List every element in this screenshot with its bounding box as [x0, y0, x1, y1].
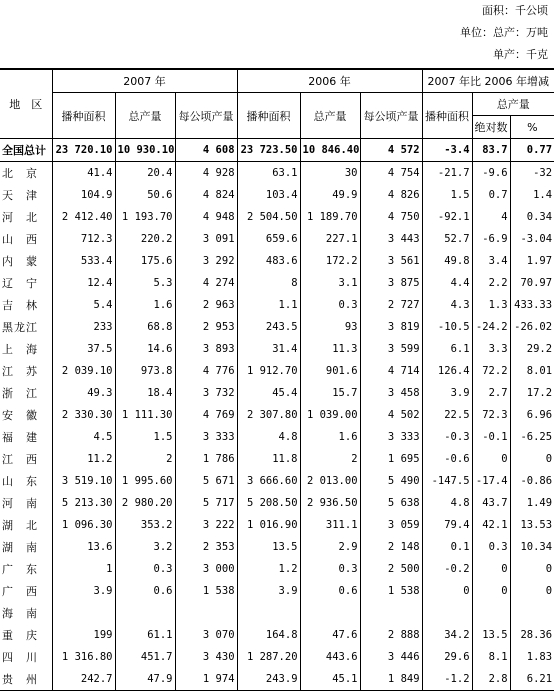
area-2007: 2 330.30	[52, 404, 115, 426]
production-2007: 1.6	[115, 294, 175, 316]
production-change-percent: 1.97	[510, 250, 554, 272]
area-change: 0	[422, 580, 472, 602]
table-row	[0, 382, 554, 404]
production-2007: 50.6	[115, 184, 175, 206]
yield-2006: 3 443	[360, 228, 422, 250]
yield-2007: 3 893	[175, 338, 237, 360]
production-2006: 2.9	[300, 536, 360, 558]
area-2006: 2 504.50	[237, 206, 300, 228]
year-2007-header: 2007 年	[52, 69, 237, 93]
area-change: 22.5	[422, 404, 472, 426]
production-2007: 2	[115, 448, 175, 470]
production-change-percent: 13.53	[510, 514, 554, 536]
region-name: 山 东	[2, 475, 38, 488]
region-name: 山 西	[2, 233, 38, 246]
production-2006: 1.6	[300, 426, 360, 448]
production-unit-label: 单位：总产：万吨	[460, 26, 548, 39]
production-2006: 1 189.70	[300, 206, 360, 228]
area-change: 3.9	[422, 382, 472, 404]
area-change	[422, 602, 472, 624]
yield-2006: 3 599	[360, 338, 422, 360]
area-change: -10.5	[422, 316, 472, 338]
yield-2006: 4 502	[360, 404, 422, 426]
table-row	[0, 602, 554, 624]
production-change-absolute: 3.4	[472, 250, 510, 272]
yield-2006-header: 每公顷产量	[360, 93, 422, 139]
area-change: 126.4	[422, 360, 472, 382]
yield-unit-label: 单产：千克	[493, 48, 548, 61]
table-row	[0, 250, 554, 272]
area-2007: 4.5	[52, 426, 115, 448]
yield-2007: 2 953	[175, 316, 237, 338]
production-2007: 5.3	[115, 272, 175, 294]
production-change-percent: 8.01	[510, 360, 554, 382]
area-2006: 1 912.70	[237, 360, 300, 382]
production-change-absolute: 0.7	[472, 184, 510, 206]
production-change-absolute	[472, 602, 510, 624]
area-change: 49.8	[422, 250, 472, 272]
area-2007: 199	[52, 624, 115, 646]
region-name: 安 徽	[2, 409, 38, 422]
area-2006	[237, 602, 300, 624]
production-2006: 30	[300, 162, 360, 185]
production-2006: 0.6	[300, 580, 360, 602]
area-2006: 243.5	[237, 316, 300, 338]
comparison-header: 2007 年比 2006 年增减	[422, 69, 554, 93]
production-change-absolute: -17.4	[472, 470, 510, 492]
area-2007: 13.6	[52, 536, 115, 558]
production-change-absolute: 3.3	[472, 338, 510, 360]
area-2006: 2 307.80	[237, 404, 300, 426]
yield-2007: 3 333	[175, 426, 237, 448]
area-2007: 37.5	[52, 338, 115, 360]
yield-2007: 5 671	[175, 470, 237, 492]
production-change-absolute: 13.5	[472, 624, 510, 646]
yield-2006: 2 500	[360, 558, 422, 580]
production-change-percent: 17.2	[510, 382, 554, 404]
yield-2007: 5 717	[175, 492, 237, 514]
production-2007: 175.6	[115, 250, 175, 272]
production-2006: 45.1	[300, 668, 360, 691]
production-2006: 10 846.40	[300, 139, 360, 162]
production-change-percent	[510, 602, 554, 624]
yield-2006: 4 754	[360, 162, 422, 185]
production-2006: 2	[300, 448, 360, 470]
region-name: 吉 林	[2, 299, 38, 312]
table-row	[0, 162, 554, 185]
production-2006: 11.3	[300, 338, 360, 360]
percent-change-header: %	[510, 116, 554, 139]
table-row	[0, 470, 554, 492]
production-change-percent: 70.97	[510, 272, 554, 294]
production-2006: 227.1	[300, 228, 360, 250]
production-2007: 0.6	[115, 580, 175, 602]
area-2006: 11.8	[237, 448, 300, 470]
region-name: 贵 州	[0, 668, 52, 691]
table-row	[0, 426, 554, 448]
area-2006: 1.2	[237, 558, 300, 580]
production-2007: 20.4	[115, 162, 175, 185]
production-2007: 0.3	[115, 558, 175, 580]
yield-2007: 3 732	[175, 382, 237, 404]
production-2007: 1 193.70	[115, 206, 175, 228]
yield-2006: 5 638	[360, 492, 422, 514]
yield-2007: 4 769	[175, 404, 237, 426]
production-change-absolute: 8.1	[472, 646, 510, 668]
table-row	[0, 228, 554, 250]
table-row	[0, 492, 554, 514]
yield-2006: 2 888	[360, 624, 422, 646]
yield-2007: 1 786	[175, 448, 237, 470]
yield-2006: 2 148	[360, 536, 422, 558]
production-change-percent: -3.04	[510, 228, 554, 250]
area-change: 4.4	[422, 272, 472, 294]
area-2006: 8	[237, 272, 300, 294]
area-2007: 12.4	[52, 272, 115, 294]
yield-2007: 3 430	[175, 646, 237, 668]
yield-2007: 4 274	[175, 272, 237, 294]
production-2006: 93	[300, 316, 360, 338]
yield-2006: 5 490	[360, 470, 422, 492]
area-change-header: 播种面积	[422, 93, 472, 139]
area-change: 34.2	[422, 624, 472, 646]
production-change-absolute: 72.3	[472, 404, 510, 426]
region-name: 内 蒙	[2, 255, 38, 268]
yield-2006: 4 572	[360, 139, 422, 162]
area-2006: 483.6	[237, 250, 300, 272]
area-change: -3.4	[422, 139, 472, 162]
area-2006: 243.9	[237, 668, 300, 691]
yield-2007: 3 000	[175, 558, 237, 580]
area-2007: 23 720.10	[52, 139, 115, 162]
production-2007: 61.1	[115, 624, 175, 646]
area-unit-label: 面积：千公顷	[482, 4, 548, 17]
production-2006: 47.6	[300, 624, 360, 646]
units-block	[460, 0, 548, 66]
area-change: 0.1	[422, 536, 472, 558]
production-change-percent: 1.4	[510, 184, 554, 206]
area-2006: 1.1	[237, 294, 300, 316]
area-2006-header: 播种面积	[237, 93, 300, 139]
production-2006: 172.2	[300, 250, 360, 272]
production-change-percent: 28.36	[510, 624, 554, 646]
production-2007: 220.2	[115, 228, 175, 250]
production-change-percent: -0.86	[510, 470, 554, 492]
area-change: 79.4	[422, 514, 472, 536]
production-2007: 973.8	[115, 360, 175, 382]
yield-2007: 3 292	[175, 250, 237, 272]
region-name: 河 南	[2, 497, 38, 510]
yield-2006: 2 727	[360, 294, 422, 316]
yield-2006	[360, 602, 422, 624]
area-change: -147.5	[422, 470, 472, 492]
area-2006: 1 016.90	[237, 514, 300, 536]
yield-2006: 1 695	[360, 448, 422, 470]
production-2007: 1 111.30	[115, 404, 175, 426]
production-2006: 15.7	[300, 382, 360, 404]
production-change-percent: 1.49	[510, 492, 554, 514]
yield-2007: 2 353	[175, 536, 237, 558]
production-2006-header: 总产量	[300, 93, 360, 139]
table-row	[0, 360, 554, 382]
yield-2006: 1 538	[360, 580, 422, 602]
yield-2006: 1 849	[360, 668, 422, 691]
area-2006: 4.8	[237, 426, 300, 448]
area-change: -0.6	[422, 448, 472, 470]
production-change-percent: 0	[510, 448, 554, 470]
yield-2006: 3 819	[360, 316, 422, 338]
production-change-percent: 0	[510, 558, 554, 580]
production-change-absolute: 0	[472, 580, 510, 602]
table-row	[0, 448, 554, 470]
production-2006: 2 936.50	[300, 492, 360, 514]
production-change-absolute: 43.7	[472, 492, 510, 514]
table-row	[0, 184, 554, 206]
production-change-absolute: -6.9	[472, 228, 510, 250]
production-change-percent: 6.21	[510, 668, 554, 691]
production-change-absolute: 42.1	[472, 514, 510, 536]
area-2006: 63.1	[237, 162, 300, 185]
year-2006-header: 2006 年	[237, 69, 422, 93]
table-row	[0, 668, 554, 691]
table-row	[0, 206, 554, 228]
region-name: 辽 宁	[2, 277, 38, 290]
area-2007: 11.2	[52, 448, 115, 470]
region-name: 广 西	[2, 585, 38, 598]
production-2007: 68.8	[115, 316, 175, 338]
region-name: 北 京	[2, 167, 38, 180]
area-2007: 242.7	[52, 668, 115, 691]
production-change-absolute: 0	[472, 558, 510, 580]
production-change-percent: -26.02	[510, 316, 554, 338]
area-change: -21.7	[422, 162, 472, 185]
region-header: 地 区	[0, 69, 52, 139]
production-2006: 443.6	[300, 646, 360, 668]
yield-2007: 3 222	[175, 514, 237, 536]
area-2007: 1 096.30	[52, 514, 115, 536]
area-2007: 41.4	[52, 162, 115, 185]
yield-2007: 4 776	[175, 360, 237, 382]
region-name: 上 海	[2, 343, 38, 356]
area-2007: 2 412.40	[52, 206, 115, 228]
yield-2007	[175, 602, 237, 624]
production-change-percent: -6.25	[510, 426, 554, 448]
production-change-percent: 6.96	[510, 404, 554, 426]
area-change: 52.7	[422, 228, 472, 250]
production-2007: 14.6	[115, 338, 175, 360]
production-change-absolute: 2.2	[472, 272, 510, 294]
production-change-percent: 0.34	[510, 206, 554, 228]
area-2007: 49.3	[52, 382, 115, 404]
table-row	[0, 646, 554, 668]
production-change-absolute: -9.6	[472, 162, 510, 185]
production-change-absolute: 0	[472, 448, 510, 470]
production-2006: 311.1	[300, 514, 360, 536]
production-2007: 47.9	[115, 668, 175, 691]
yield-2006: 3 059	[360, 514, 422, 536]
production-change-absolute: 4	[472, 206, 510, 228]
region-name: 天 津	[2, 189, 38, 202]
area-2007: 3 519.10	[52, 470, 115, 492]
region-name: 浙 江	[2, 387, 38, 400]
table-row	[0, 580, 554, 602]
yield-2007: 2 963	[175, 294, 237, 316]
region-name: 黑龙江	[2, 321, 38, 334]
area-2007: 2 039.10	[52, 360, 115, 382]
production-2006	[300, 602, 360, 624]
region-name: 广 东	[2, 563, 38, 576]
area-change: -0.3	[422, 426, 472, 448]
production-2007: 3.2	[115, 536, 175, 558]
production-2007: 451.7	[115, 646, 175, 668]
yield-2007: 4 608	[175, 139, 237, 162]
region-name: 湖 南	[2, 541, 38, 554]
production-change-percent: 0.77	[510, 139, 554, 162]
production-change-absolute: 72.2	[472, 360, 510, 382]
region-name: 湖 北	[2, 519, 38, 532]
area-change: 6.1	[422, 338, 472, 360]
table-row	[0, 624, 554, 646]
yield-2006: 3 458	[360, 382, 422, 404]
yield-2006: 4 714	[360, 360, 422, 382]
table-row	[0, 272, 554, 294]
production-2006: 3.1	[300, 272, 360, 294]
area-2006: 164.8	[237, 624, 300, 646]
yield-2006: 3 446	[360, 646, 422, 668]
area-2006: 13.5	[237, 536, 300, 558]
region-name: 四 川	[2, 651, 38, 664]
production-change-absolute: 83.7	[472, 139, 510, 162]
area-2006: 659.6	[237, 228, 300, 250]
yield-2006: 3 333	[360, 426, 422, 448]
production-2006: 2 013.00	[300, 470, 360, 492]
production-change-percent: 29.2	[510, 338, 554, 360]
yield-2007: 4 824	[175, 184, 237, 206]
area-2006: 45.4	[237, 382, 300, 404]
production-2007: 1.5	[115, 426, 175, 448]
production-2007: 18.4	[115, 382, 175, 404]
production-change-absolute: 2.8	[472, 668, 510, 691]
area-2007: 3.9	[52, 580, 115, 602]
yield-2007: 3 070	[175, 624, 237, 646]
area-2006: 23 723.50	[237, 139, 300, 162]
production-change-absolute: -0.1	[472, 426, 510, 448]
area-2006: 103.4	[237, 184, 300, 206]
production-change-percent: 433.33	[510, 294, 554, 316]
area-2006: 5 208.50	[237, 492, 300, 514]
area-2007-header: 播种面积	[52, 93, 115, 139]
area-2007: 1	[52, 558, 115, 580]
production-2007	[115, 602, 175, 624]
area-2007	[52, 602, 115, 624]
production-change-absolute: 1.3	[472, 294, 510, 316]
area-change: -1.2	[422, 668, 472, 691]
table-row	[0, 316, 554, 338]
yield-2007: 4 948	[175, 206, 237, 228]
production-change-percent: -32	[510, 162, 554, 185]
area-change: 1.5	[422, 184, 472, 206]
absolute-change-header: 绝对数	[472, 116, 510, 139]
production-change-percent: 0	[510, 580, 554, 602]
area-change: -0.2	[422, 558, 472, 580]
yield-2006: 4 826	[360, 184, 422, 206]
area-2007: 5.4	[52, 294, 115, 316]
production-2006: 0.3	[300, 558, 360, 580]
production-2007: 353.2	[115, 514, 175, 536]
yield-2007-header: 每公顷产量	[175, 93, 237, 139]
region-name: 重 庆	[2, 629, 38, 642]
area-change: 4.3	[422, 294, 472, 316]
table-row	[0, 338, 554, 360]
area-change: 29.6	[422, 646, 472, 668]
region-name: 全国总计	[0, 139, 52, 162]
yield-2006: 3 875	[360, 272, 422, 294]
yield-2007: 3 091	[175, 228, 237, 250]
area-2007: 5 213.30	[52, 492, 115, 514]
production-change-absolute: 0.3	[472, 536, 510, 558]
table-row	[0, 404, 554, 426]
area-change: 4.8	[422, 492, 472, 514]
production-2006: 1 039.00	[300, 404, 360, 426]
production-2006: 0.3	[300, 294, 360, 316]
grain-statistics-table	[0, 68, 554, 691]
region-name: 江 苏	[2, 365, 38, 378]
area-2007: 233	[52, 316, 115, 338]
area-change: -92.1	[422, 206, 472, 228]
table-row	[0, 558, 554, 580]
yield-2007: 1 538	[175, 580, 237, 602]
region-name: 河 北	[2, 211, 38, 224]
production-2007-header: 总产量	[115, 93, 175, 139]
production-2007: 1 995.60	[115, 470, 175, 492]
production-2006: 49.9	[300, 184, 360, 206]
area-2006: 31.4	[237, 338, 300, 360]
area-2007: 1 316.80	[52, 646, 115, 668]
production-2006: 901.6	[300, 360, 360, 382]
production-change-percent: 1.83	[510, 646, 554, 668]
region-name: 海 南	[2, 607, 38, 620]
area-2007: 712.3	[52, 228, 115, 250]
yield-2006: 3 561	[360, 250, 422, 272]
yield-2006: 4 750	[360, 206, 422, 228]
area-2006: 1 287.20	[237, 646, 300, 668]
region-name: 江 西	[2, 453, 38, 466]
table-row	[0, 294, 554, 316]
area-2006: 3.9	[237, 580, 300, 602]
table-row	[0, 536, 554, 558]
table-row	[0, 514, 554, 536]
production-change-percent: 10.34	[510, 536, 554, 558]
production-2007: 2 980.20	[115, 492, 175, 514]
production-2007: 10 930.10	[115, 139, 175, 162]
production-change-absolute: -24.2	[472, 316, 510, 338]
region-name: 福 建	[2, 431, 38, 444]
total-production-change-header: 总产量	[472, 93, 554, 116]
area-2007: 533.4	[52, 250, 115, 272]
yield-2007: 4 928	[175, 162, 237, 185]
production-change-absolute: 2.7	[472, 382, 510, 404]
area-2007: 104.9	[52, 184, 115, 206]
yield-2007: 1 974	[175, 668, 237, 691]
area-2006: 3 666.60	[237, 470, 300, 492]
national-total-row	[0, 139, 554, 162]
